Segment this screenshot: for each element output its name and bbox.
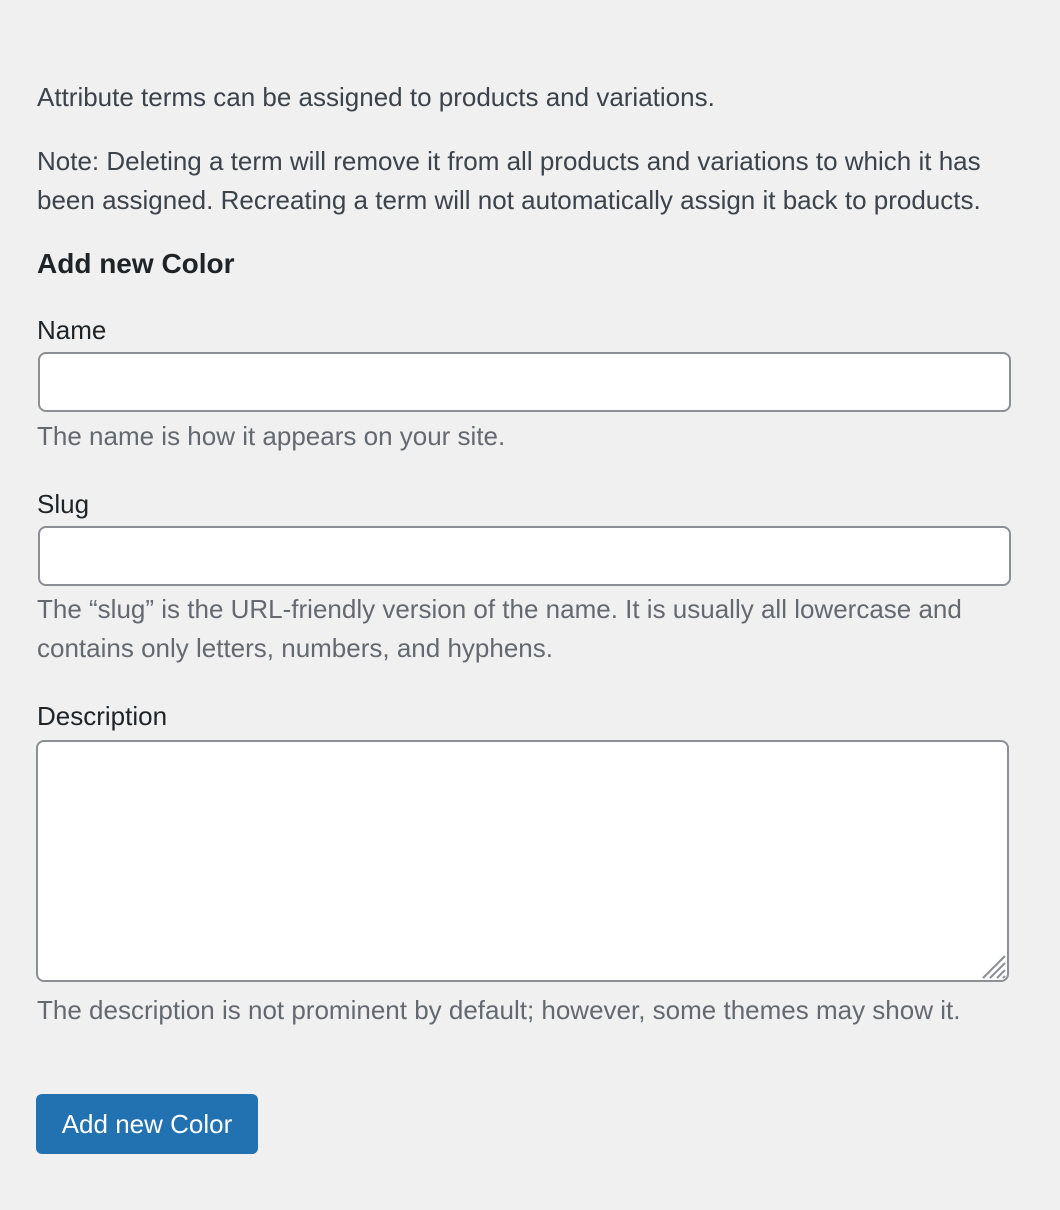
description-label: Description [37, 701, 168, 731]
delete-note: Note: Deleting a term will remove it from all products and variations to which it has been assigned. Recreating a term will not automatically assign it back to products. [37, 146, 981, 215]
name-input[interactable] [38, 352, 1011, 412]
slug-help: The “slug” is the URL-friendly version of the name. It is usually all lowercase and contains only letters, numbers, and hyphens. [37, 594, 962, 663]
slug-input[interactable] [38, 526, 1011, 586]
slug-label: Slug [37, 489, 90, 519]
intro-text: Attribute terms can be assigned to products and variations. [37, 82, 715, 112]
add-new-color-button[interactable]: Add new Color [36, 1094, 258, 1154]
description-textarea[interactable] [36, 740, 1009, 982]
description-wrapper [36, 740, 1009, 982]
description-help: The description is not prominent by default; however, some themes may show it. [37, 995, 961, 1025]
name-label: Name [37, 315, 107, 345]
form-heading: Add new Color [37, 248, 235, 279]
name-help: The name is how it appears on your site. [37, 421, 506, 451]
